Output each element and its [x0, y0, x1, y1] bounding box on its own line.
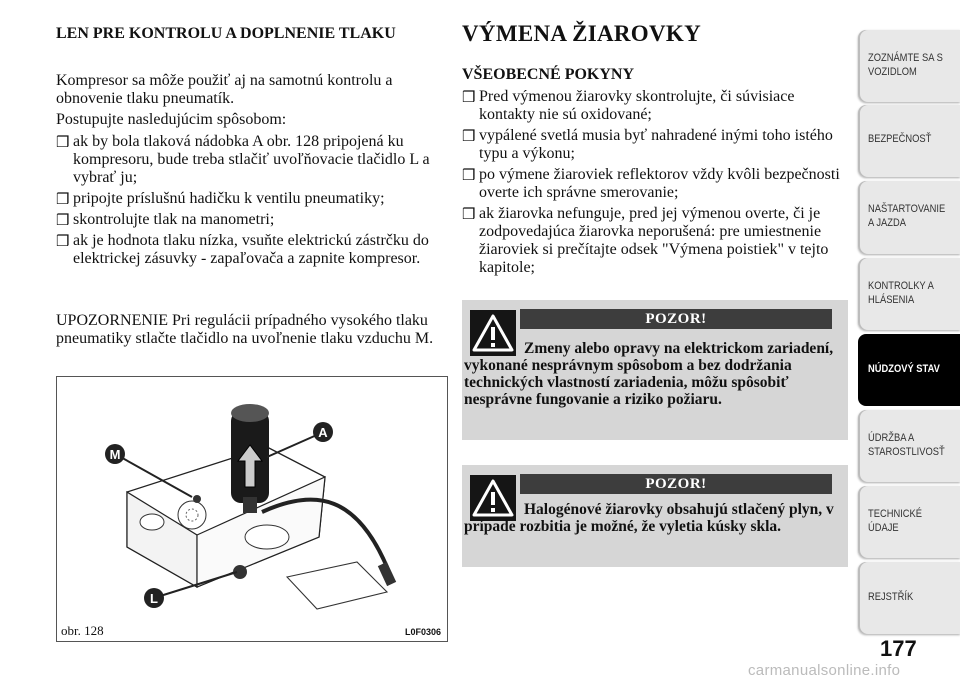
figure-code: L0F0306 — [404, 627, 441, 637]
checkbox-icon: ❒ — [462, 168, 476, 184]
callout-l: L — [150, 591, 158, 606]
warning-text: Zmeny alebo opravy na elektrickom zariadení, vykonané nesprávnym spôsobom a bez dodržania technických vlastností zariadenia, môžu spôsobiť nesprávne fungovanie a riziko požiaru. — [464, 340, 834, 408]
warning-box-1 — [462, 300, 848, 440]
checkbox-icon: ❒ — [56, 234, 70, 250]
list-item: ❒ po výmene žiaroviek reflektorov vždy kvôli bezpečnosti overte ich správne smerovanie; — [462, 166, 840, 201]
steps-list — [56, 133, 441, 271]
page-number: 177 — [880, 636, 917, 661]
intro-paragraph: Kompresor sa môže použiť aj na samotnú kontrolu a obnovenie tlaku pneumatík. — [56, 72, 393, 107]
checkbox-icon: ❒ — [56, 213, 70, 229]
watermark: carmanualsonline.info — [748, 662, 901, 679]
callout-a: A — [318, 425, 328, 440]
subheading: VŠEOBECNÉ POKYNY — [462, 66, 635, 83]
checkbox-icon: ❒ — [56, 135, 70, 151]
callout-m: M — [109, 447, 121, 462]
tab-nastartovanie-a-jazda[interactable]: NAŠTARTOVANIE A JAZDA — [858, 181, 960, 254]
tab-bezpecnost[interactable]: BEZPEČNOSŤ — [858, 105, 960, 177]
tab-nudzovy-stav[interactable]: NÚDZOVÝ STAV — [858, 334, 960, 406]
checkbox-icon: ❒ — [462, 207, 476, 223]
tab-zoznamte-sa-s-vozidlom[interactable]: ZOZNÁMTE SA S VOZIDLOM — [858, 30, 960, 102]
warning-text: Halogénové žiarovky obsahujú stlačený plyn, v prípade rozbitia je možné, že vyletia kúsky skla. — [464, 501, 834, 535]
page-title: VÝMENA ŽIAROVKY — [462, 21, 701, 46]
tab-udrzba-a-starostlivost[interactable]: ÚDRŽBA A STAROSTLIVOSŤ — [858, 410, 960, 482]
warning-box-2 — [462, 465, 848, 567]
note-paragraph: UPOZORNENIE Pri regulácii prípadného vysokého tlaku pneumatiky stlačte tlačidlo na uvoľnenie tlaku vzduchu M. — [56, 312, 434, 347]
checkbox-icon: ❒ — [56, 192, 70, 208]
bullets-list — [462, 88, 847, 280]
steps-intro: Postupujte nasledujúcim spôsobom: — [56, 111, 287, 128]
list-item: ❒ skontrolujte tlak na manometri; — [56, 211, 275, 229]
checkbox-icon: ❒ — [462, 129, 476, 145]
figure-caption: obr. 128 — [61, 623, 104, 638]
list-item: ❒ Pred výmenou žiarovky skontrolujte, či súvisiace kontakty nie sú oxidované; — [462, 88, 795, 123]
compressor-illustration — [57, 377, 447, 641]
list-item: ❒ vypálené svetlá musia byť nahradené inými toho istého typu a výkonu; — [462, 127, 833, 162]
warning-label: POZOR! — [520, 474, 832, 494]
tab-rejstrik[interactable]: REJSTŘÍK — [858, 562, 960, 634]
list-item: ❒ ak by bola tlaková nádobka A obr. 128 pripojená ku kompresoru, bude treba stlačiť uvoľňovacie tlačidlo L a vybrať ju; — [56, 133, 430, 186]
list-item: ❒ ak žiarovka nefunguje, pred jej výmenou overte, či je zodpovedajúca žiarovka neporušená: pre umiestnenie žiaroviek si prečítajte odsek "Výmena poistiek" v tejto kapitole; — [462, 205, 829, 276]
tab-technicke-udaje[interactable]: TECHNICKÉ ÚDAJE — [858, 486, 960, 558]
tab-kontrolky-a-hlasenia[interactable]: KONTROLKY A HLÁSENIA — [858, 258, 960, 330]
section-heading: LEN PRE KONTROLU A DOPLNENIE TLAKU — [56, 25, 396, 42]
checkbox-icon: ❒ — [462, 90, 476, 106]
figure-128 — [56, 376, 448, 642]
list-item: ❒ ak je hodnota tlaku nízka, vsuňte elektrickú zástrčku do elektrickej zásuvky - zapaľovača a zapnite kompresor. — [56, 232, 429, 267]
list-item: ❒ pripojte príslušnú hadičku k ventilu pneumatiky; — [56, 190, 385, 208]
warning-label: POZOR! — [520, 309, 832, 329]
